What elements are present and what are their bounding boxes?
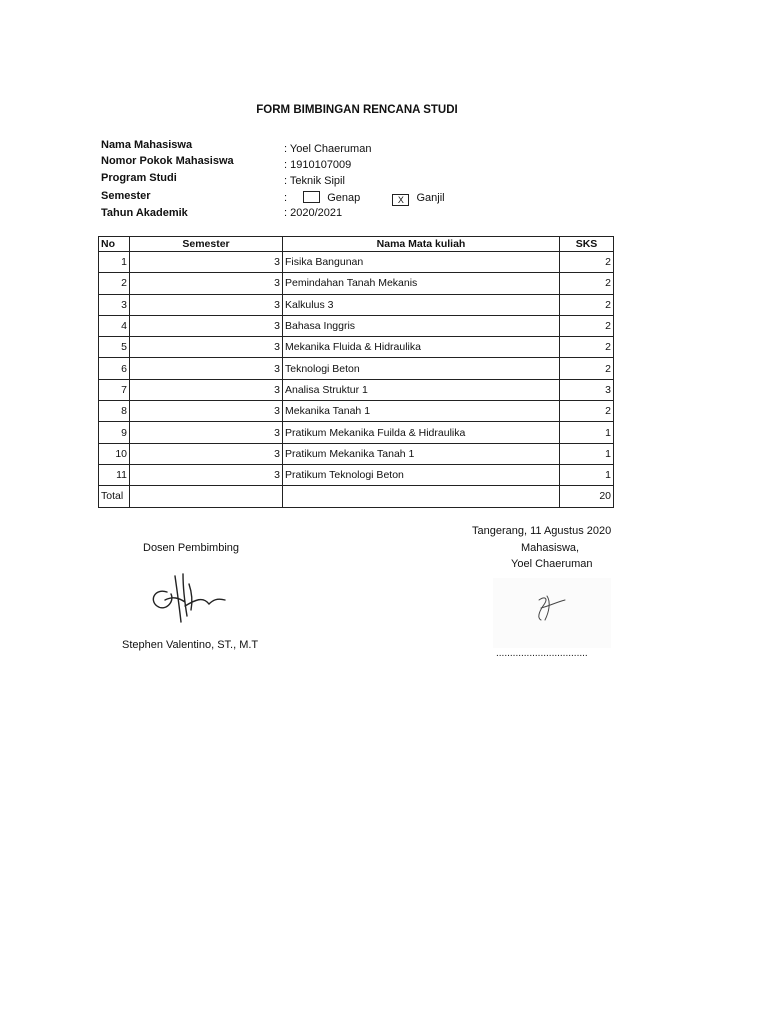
- cell-semester: 3: [130, 379, 283, 400]
- label-semester: Semester: [101, 190, 151, 202]
- cell-sks: 2: [560, 315, 614, 336]
- label-tahun-akademik: Tahun Akademik: [101, 207, 188, 219]
- semester-prefix: :: [284, 192, 288, 204]
- cell-no: 6: [99, 358, 130, 379]
- total-label: Total: [99, 486, 130, 507]
- cell-mata-kuliah: Fisika Bangunan: [283, 252, 560, 273]
- course-table: [98, 236, 614, 508]
- table-row: [99, 273, 614, 294]
- value-npm: : 1910107009: [284, 159, 352, 171]
- right-signature-line: .................................: [496, 648, 588, 659]
- place-date: Tangerang, 11 Agustus 2020: [472, 525, 612, 537]
- cell-semester: 3: [130, 464, 283, 485]
- total-empty-course: [283, 486, 560, 507]
- cell-sks: 2: [560, 273, 614, 294]
- label-npm: Nomor Pokok Mahasiswa: [101, 155, 234, 167]
- label-nama-mahasiswa: Nama Mahasiswa: [101, 139, 193, 151]
- table-total-row: [99, 486, 614, 507]
- cell-no: 8: [99, 401, 130, 422]
- table-row: [99, 443, 614, 464]
- cell-mata-kuliah: Mekanika Tanah 1: [283, 401, 560, 422]
- header-no: No: [99, 237, 130, 252]
- cell-no: 7: [99, 379, 130, 400]
- cell-semester: 3: [130, 273, 283, 294]
- value-program-studi: : Teknik Sipil: [284, 175, 345, 187]
- table-row: [99, 422, 614, 443]
- cell-sks: 2: [560, 294, 614, 315]
- label-program-studi: Program Studi: [101, 172, 177, 184]
- checkbox-genap: [303, 191, 320, 203]
- table-row: [99, 464, 614, 485]
- right-signer-name-top: Yoel Chaeruman: [511, 558, 593, 570]
- table-body: [99, 252, 614, 486]
- cell-sks: 2: [560, 401, 614, 422]
- cell-no: 2: [99, 273, 130, 294]
- cell-no: 1: [99, 252, 130, 273]
- header-semester: Semester: [130, 237, 283, 252]
- checkbox-ganjil: X: [392, 194, 409, 206]
- table-row: [99, 337, 614, 358]
- student-signature-icon: [493, 578, 611, 648]
- table-header-row: [99, 237, 614, 252]
- cell-no: 10: [99, 443, 130, 464]
- cell-semester: 3: [130, 337, 283, 358]
- cell-semester: 3: [130, 294, 283, 315]
- left-signer-name: Stephen Valentino, ST., M.T: [122, 639, 259, 651]
- total-empty-semester: [130, 486, 283, 507]
- cell-no: 11: [99, 464, 130, 485]
- left-signer-role: Dosen Pembimbing: [143, 542, 239, 554]
- table-row: [99, 358, 614, 379]
- option-genap-label: Genap: [327, 192, 361, 204]
- value-tahun-akademik: : 2020/2021: [284, 207, 343, 219]
- dosen-signature-icon: [145, 570, 230, 626]
- table-row: [99, 401, 614, 422]
- cell-no: 4: [99, 315, 130, 336]
- cell-semester: 3: [130, 401, 283, 422]
- cell-semester: 3: [130, 252, 283, 273]
- cell-sks: 1: [560, 464, 614, 485]
- cell-mata-kuliah: Pemindahan Tanah Mekanis: [283, 273, 560, 294]
- value-semester: [284, 191, 445, 206]
- total-sks: 20: [560, 486, 614, 507]
- value-nama-mahasiswa: : Yoel Chaeruman: [284, 143, 372, 155]
- cell-mata-kuliah: Pratikum Teknologi Beton: [283, 464, 560, 485]
- option-ganjil-label: Ganjil: [416, 192, 445, 204]
- cell-sks: 2: [560, 358, 614, 379]
- student-signature-area: [493, 578, 611, 648]
- cell-no: 9: [99, 422, 130, 443]
- cell-mata-kuliah: Mekanika Fluida & Hidraulika: [283, 337, 560, 358]
- cell-sks: 2: [560, 337, 614, 358]
- cell-sks: 1: [560, 422, 614, 443]
- cell-no: 5: [99, 337, 130, 358]
- cell-mata-kuliah: Teknologi Beton: [283, 358, 560, 379]
- cell-semester: 3: [130, 422, 283, 443]
- table-row: [99, 252, 614, 273]
- cell-semester: 3: [130, 358, 283, 379]
- cell-sks: 1: [560, 443, 614, 464]
- right-signer-role: Mahasiswa,: [521, 542, 580, 554]
- cell-semester: 3: [130, 443, 283, 464]
- cell-mata-kuliah: Pratikum Mekanika Tanah 1: [283, 443, 560, 464]
- cell-mata-kuliah: Kalkulus 3: [283, 294, 560, 315]
- cell-mata-kuliah: Analisa Struktur 1: [283, 379, 560, 400]
- header-sks: SKS: [560, 237, 614, 252]
- table-row: [99, 379, 614, 400]
- cell-mata-kuliah: Pratikum Mekanika Fuilda & Hidraulika: [283, 422, 560, 443]
- table-row: [99, 294, 614, 315]
- cell-sks: 3: [560, 379, 614, 400]
- cell-semester: 3: [130, 315, 283, 336]
- cell-sks: 2: [560, 252, 614, 273]
- cell-mata-kuliah: Bahasa Inggris: [283, 315, 560, 336]
- header-mata-kuliah: Nama Mata kuliah: [283, 237, 560, 252]
- form-title: FORM BIMBINGAN RENCANA STUDI: [256, 104, 458, 116]
- table-row: [99, 315, 614, 336]
- cell-no: 3: [99, 294, 130, 315]
